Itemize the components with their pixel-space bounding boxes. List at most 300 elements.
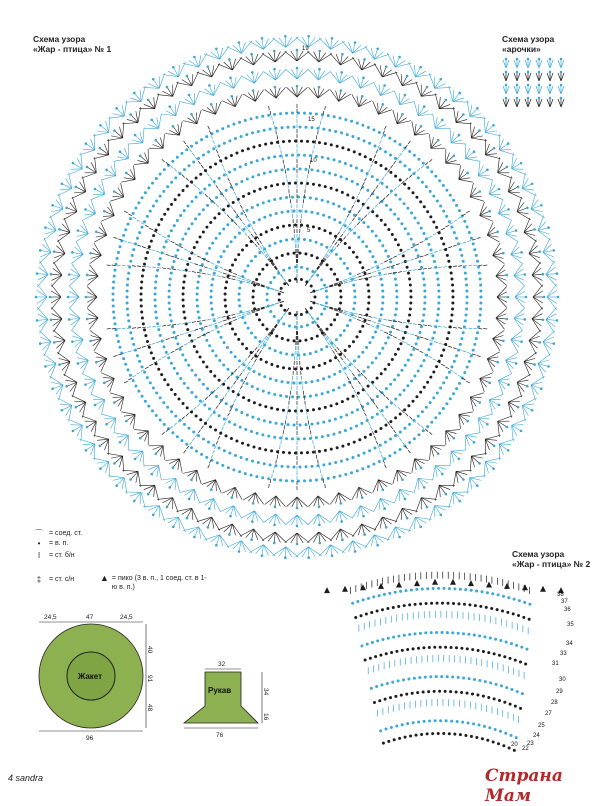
chain-dot (287, 168, 290, 171)
stitch-mark (373, 276, 377, 277)
fan-stitch (308, 38, 321, 47)
chain-dot (355, 424, 358, 427)
stitch-mark (247, 372, 249, 375)
chain-dot (240, 180, 243, 183)
chain-dot (267, 156, 270, 159)
chain-dot (390, 651, 393, 654)
chain-dot (506, 318, 509, 321)
fan-stitch (220, 535, 229, 548)
chain-dot (118, 245, 121, 248)
chain-dot (411, 692, 414, 695)
stitch-mark (393, 430, 395, 433)
stitch-mark (364, 202, 366, 205)
chain-dot (148, 346, 151, 349)
stitch-mark (382, 325, 386, 326)
chain-dot (67, 296, 70, 299)
chain-dot (404, 94, 407, 97)
fan-stitch (485, 154, 497, 155)
fan-stitch (485, 435, 500, 439)
stitch-mark (222, 193, 224, 196)
chain-dot (423, 105, 426, 108)
chain-dot (137, 390, 140, 393)
chain-dot (238, 293, 241, 296)
stitch-mark (445, 225, 449, 227)
chain-dot (296, 67, 299, 70)
chain-dot (309, 395, 312, 398)
chain-dot (188, 334, 191, 337)
chain-dot (276, 408, 279, 411)
stitch-mark (226, 417, 228, 420)
chain-dot (318, 364, 321, 367)
fan-stitch (546, 267, 555, 274)
chain-dot (524, 318, 527, 321)
chain-dot (72, 430, 75, 433)
chain-dot (340, 520, 343, 523)
chain-dot (514, 659, 517, 662)
chain-dot (202, 383, 205, 386)
chain-dot (134, 458, 137, 461)
chain-dot (406, 648, 409, 651)
arch-stitch (550, 86, 553, 94)
stitch-mark (478, 265, 482, 266)
fan-stitch (87, 292, 97, 297)
chain-dot (406, 207, 409, 210)
stitch-mark (209, 460, 211, 464)
fan-stitch (314, 52, 319, 62)
chain-dot (230, 351, 233, 354)
stitch-mark (215, 265, 219, 266)
arch-stitch (525, 99, 528, 107)
chain-dot (361, 467, 364, 470)
chain-dot (310, 307, 313, 310)
chain-dot (196, 293, 199, 296)
fan-stitch (83, 444, 95, 445)
chain-dot (338, 160, 341, 163)
chain-dot (185, 148, 188, 151)
chain-dot (250, 53, 253, 56)
chain-dot (422, 646, 425, 649)
chain-dot (388, 137, 391, 140)
chain-dot (367, 465, 370, 468)
stitch-mark (417, 423, 420, 426)
chain-dot (157, 223, 160, 226)
picot-mark (450, 579, 456, 585)
chain-dot (230, 496, 233, 499)
stitch-mark (240, 386, 242, 389)
chain-dot (155, 177, 158, 180)
chain-dot (347, 443, 350, 446)
fan-stitch (499, 439, 514, 444)
stitch-mark (172, 269, 176, 270)
chain-dot (435, 272, 438, 275)
chain-dot (183, 316, 186, 319)
chain-dot (501, 609, 504, 612)
chain-dot (225, 402, 228, 405)
stitch-mark (234, 369, 237, 372)
chain-dot (430, 170, 433, 173)
stitch-mark (429, 432, 432, 435)
stitch-mark (262, 346, 264, 349)
chain-dot (492, 467, 495, 470)
stitch-mark (347, 233, 350, 236)
stitch-mark (402, 442, 404, 445)
chain-dot (527, 97, 530, 100)
stitch-mark (473, 265, 477, 266)
chain-dot (363, 58, 366, 61)
chain-dot (387, 740, 390, 743)
fan-stitch (286, 547, 292, 557)
chain-dot (379, 164, 382, 167)
chain-dot (230, 154, 233, 157)
chain-dot (312, 140, 315, 143)
chain-dot (333, 273, 336, 276)
fan-stitch (331, 41, 345, 49)
stitch-mark (137, 348, 141, 349)
chain-dot (229, 77, 232, 80)
chain-dot (344, 429, 347, 432)
chain-dot (343, 329, 346, 332)
stitch-mark (344, 312, 348, 313)
chain-dot (84, 208, 87, 211)
fan-stitch (435, 94, 439, 109)
chain-dot (269, 310, 272, 313)
jacket-dim: 47 (86, 614, 94, 621)
fan-stitch (450, 451, 451, 466)
pattern2-title-line2: «Жар - птица» № 2 (512, 559, 590, 569)
chain-dot (195, 141, 198, 144)
chain-dot (244, 163, 247, 166)
stitch-mark (383, 131, 385, 135)
fan-stitch (514, 318, 523, 330)
pattern1-title-line1: Схема узора (33, 34, 111, 44)
stitch-mark (340, 363, 342, 366)
chain-dot (322, 128, 325, 131)
chain-dot (220, 336, 223, 339)
chain-dot (282, 269, 285, 272)
chain-dot (378, 352, 381, 355)
chain-dot (190, 391, 193, 394)
stitch-mark (367, 197, 369, 200)
chain-dot (168, 290, 171, 293)
stitch-mark (398, 407, 401, 410)
fan-stitch (121, 412, 135, 415)
chain-dot (394, 194, 397, 197)
chain-dot (303, 479, 306, 482)
chain-dot (438, 412, 441, 415)
chain-dot (206, 526, 209, 529)
stitch-mark (370, 164, 372, 167)
chain-dot (332, 433, 335, 436)
stitch-mark (398, 254, 402, 256)
chain-dot (199, 356, 202, 359)
fan-stitch (508, 192, 522, 199)
fan-stitch (58, 340, 65, 354)
stitch-mark (337, 232, 339, 235)
fan-stitch (543, 238, 550, 253)
fan-stitch (453, 471, 456, 486)
fan-stitch (314, 70, 319, 80)
stitch-mark (389, 258, 393, 260)
stitch-mark (385, 173, 387, 176)
chain-dot (524, 273, 527, 276)
chain-dot (270, 449, 273, 452)
chain-dot (418, 331, 421, 334)
chain-dot (384, 698, 387, 701)
stitch-mark (185, 261, 189, 262)
arch-stitch (558, 60, 561, 68)
chain-dot (524, 663, 527, 666)
chain-dot (498, 188, 501, 191)
chain-dot (163, 378, 166, 381)
fan-stitch (276, 70, 281, 80)
fan-stitch (493, 255, 505, 263)
fan-stitch (72, 192, 86, 199)
chain-dot (263, 462, 266, 465)
stitch-mark (246, 311, 250, 312)
fan-stitch (192, 72, 199, 86)
chain-dot (300, 325, 303, 328)
fan-stitch (286, 37, 299, 47)
fan-stitch (159, 114, 162, 129)
chain-dot (115, 107, 118, 110)
fan-stitch (409, 62, 416, 77)
chain-dot (170, 388, 173, 391)
chain-dot (179, 214, 182, 217)
chain-dot (195, 177, 198, 180)
stitch-mark (375, 387, 378, 390)
fan-stitch (470, 116, 486, 118)
chain-dot (452, 602, 455, 605)
chain-dot (265, 263, 268, 266)
fan-stitch (307, 532, 318, 543)
chain-dot (134, 134, 137, 137)
chain-dot (247, 444, 250, 447)
chain-dot (171, 266, 174, 269)
chain-dot (318, 407, 321, 410)
chain-dot (179, 377, 182, 380)
stitch-mark (463, 328, 467, 329)
chain-dot (208, 507, 211, 510)
fan-stitch (232, 59, 235, 70)
chain-dot (400, 369, 403, 372)
chain-dot (245, 458, 248, 461)
stitch-mark (248, 361, 250, 364)
chain-dot (367, 597, 370, 600)
fan-stitch (241, 76, 254, 83)
fan-stitch (291, 515, 297, 525)
chain-dot (251, 520, 254, 523)
stitch-mark (382, 177, 384, 180)
chain-dot (339, 257, 342, 260)
stitch-mark (345, 372, 347, 375)
stitch-mark (343, 355, 346, 358)
stitch-mark (273, 121, 274, 125)
stitch-mark (418, 324, 422, 325)
chain-dot (339, 370, 342, 373)
chain-dot (261, 554, 264, 557)
fan-stitch (340, 529, 354, 536)
chain-dot (325, 289, 328, 292)
chain-dot (426, 86, 429, 89)
fan-stitch (51, 297, 61, 303)
chain-dot (351, 180, 354, 183)
fan-stitch (163, 134, 164, 148)
fan-stitch (493, 339, 500, 351)
chain-dot (241, 248, 244, 251)
stitch-mark (439, 250, 443, 251)
chain-dot (356, 183, 359, 186)
stitch-mark (308, 312, 310, 315)
chain-dot (445, 402, 448, 405)
chain-dot (423, 307, 426, 310)
picot-mark (414, 580, 420, 586)
chain-dot (333, 373, 336, 376)
chain-dot (65, 206, 68, 209)
chain-dot (453, 155, 456, 158)
chain-dot (330, 143, 333, 146)
chain-dot (206, 387, 209, 390)
chain-dot (183, 209, 186, 212)
stitch-mark (454, 373, 458, 375)
chain-dot (183, 168, 186, 171)
chain-dot (376, 413, 379, 416)
fan-stitch (69, 297, 79, 303)
chain-dot (397, 679, 400, 682)
fan-stitch (54, 254, 65, 258)
chain-dot (398, 56, 401, 59)
chain-dot (187, 387, 190, 390)
fan-stitch (478, 418, 489, 419)
chain-dot (159, 419, 162, 422)
stitch-mark (327, 249, 329, 252)
fan-stitch (512, 169, 527, 175)
chain-dot (407, 677, 410, 680)
chain-dot (296, 507, 299, 510)
chain-dot (479, 290, 482, 293)
fan-stitch (243, 94, 255, 101)
chain-dot (439, 386, 442, 389)
fan-stitch (159, 466, 162, 481)
chain-dot (126, 307, 129, 310)
chain-dot (442, 407, 445, 410)
stitch-mark (472, 354, 476, 355)
chain-dot (374, 655, 377, 658)
chain-dot (381, 608, 384, 611)
chain-dot (370, 611, 373, 614)
stitch-mark (377, 270, 381, 271)
chain-dot (116, 334, 119, 337)
chain-dot (269, 377, 272, 380)
chain-dot (137, 201, 140, 204)
chain-dot (458, 382, 461, 385)
stitch-mark (132, 375, 136, 377)
stitch-mark (454, 220, 458, 222)
chain-dot (258, 318, 261, 321)
fan-stitch (140, 90, 141, 102)
fan-stitch (241, 511, 254, 518)
chain-dot (473, 343, 476, 346)
stitch-mark (358, 399, 360, 402)
chain-dot (99, 445, 102, 448)
stitch-mark (406, 344, 410, 346)
stitch-mark (358, 276, 362, 277)
chain-dot (429, 215, 432, 218)
chain-dot (310, 211, 313, 214)
chain-dot (282, 366, 285, 369)
chain-dot (383, 507, 386, 510)
stitch-mark (216, 441, 218, 445)
chain-dot (426, 506, 429, 509)
chain-dot (68, 318, 71, 321)
fan-stitch (342, 541, 353, 553)
fan-stitch (128, 143, 143, 144)
stitch-mark (220, 208, 223, 211)
stitch-mark (356, 395, 358, 398)
chain-dot (216, 461, 219, 464)
chain-dot (315, 478, 318, 481)
fan-stitch (53, 262, 62, 275)
fan-stitch (53, 319, 62, 332)
chain-dot (363, 139, 366, 142)
chain-dot (451, 289, 454, 292)
chain-dot (389, 260, 392, 263)
chain-dot (202, 437, 205, 440)
chain-dot (484, 680, 487, 683)
chain-dot (89, 252, 92, 255)
chain-dot (168, 301, 171, 304)
chain-dot (184, 359, 187, 362)
chain-dot (182, 286, 185, 289)
sleeve-dim: 32 (218, 661, 226, 668)
chain-dot (349, 164, 352, 167)
chain-dot (473, 150, 476, 153)
chain-dot (247, 224, 250, 227)
chain-dot (223, 174, 226, 177)
chain-dot (202, 208, 205, 211)
chain-dot (330, 268, 333, 271)
chain-dot (125, 420, 128, 423)
stitch-mark (319, 125, 320, 129)
stitch-mark (217, 317, 221, 318)
chain-dot (488, 382, 491, 385)
stitch-mark (190, 331, 194, 332)
chain-dot (208, 407, 211, 410)
chain-dot (481, 737, 484, 740)
chain-dot (415, 395, 418, 398)
chain-dot (304, 339, 307, 342)
chain-dot (426, 381, 429, 384)
chain-dot (399, 143, 402, 146)
fan-stitch (459, 179, 473, 182)
stitch-mark (347, 377, 349, 380)
chain-dot (411, 191, 414, 194)
fan-stitch (330, 529, 340, 541)
fan-stitch (493, 330, 505, 338)
chain-dot (374, 261, 377, 264)
chain-dot (273, 50, 276, 53)
chain-dot (362, 221, 365, 224)
chain-dot (152, 357, 155, 360)
chain-dot (507, 296, 510, 299)
stitch-mark (343, 279, 347, 280)
stitch-mark (424, 254, 428, 255)
stitch-mark (272, 474, 273, 478)
stitch-mark (393, 337, 397, 339)
chain-dot (273, 542, 276, 545)
chain-dot (226, 368, 229, 371)
stitch-mark (259, 350, 261, 353)
chain-dot (553, 249, 556, 252)
